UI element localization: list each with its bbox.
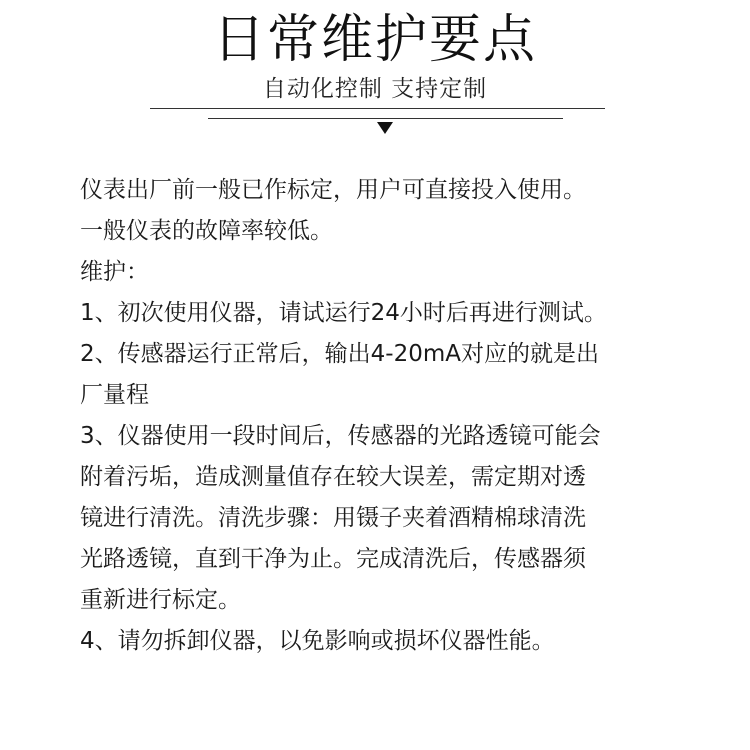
text-line: 一般仪表的故障率较低。	[80, 218, 333, 244]
header	[0, 0, 750, 140]
text-line: 仪表出厂前一般已作标定，用户可直接投入使用。	[80, 177, 586, 203]
text-line: 1、初次使用仪器，请试运行24小时后再进行测试。	[80, 300, 607, 326]
maintenance-text	[80, 170, 710, 662]
divider-top	[150, 108, 605, 109]
page-subtitle: 自动化控制 支持定制	[262, 76, 488, 102]
text-line: 2、传感器运行正常后，输出4-20mA对应的就是出	[80, 341, 599, 367]
text-line: 重新进行标定。	[80, 587, 241, 613]
triangle-down-icon	[377, 122, 393, 134]
text-line: 维护：	[80, 259, 149, 285]
page-title: 日常维护要点	[212, 10, 537, 70]
divider-bottom	[208, 118, 563, 119]
text-line: 光路透镜，直到干净为止。完成清洗后，传感器须	[80, 546, 586, 572]
text-line: 4、请勿拆卸仪器，以免影响或损坏仪器性能。	[80, 628, 555, 654]
text-line: 镜进行清洗。清洗步骤：用镊子夹着酒精棉球清洗	[80, 505, 586, 531]
text-line: 厂量程	[80, 382, 149, 408]
text-line: 附着污垢，造成测量值存在较大误差，需定期对透	[80, 464, 586, 490]
text-line: 3、仪器使用一段时间后，传感器的光路透镜可能会	[80, 423, 601, 449]
